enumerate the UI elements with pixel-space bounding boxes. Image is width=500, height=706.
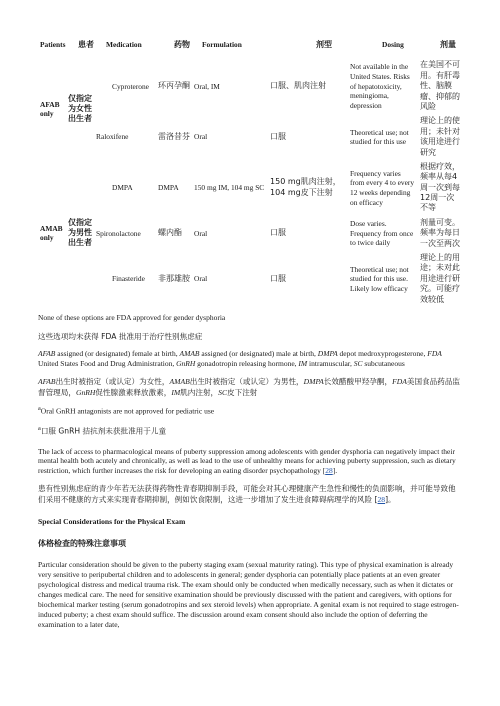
formulation-zh: 口服	[270, 131, 287, 141]
paragraph-puberty-suppression: The lack of access to pharmacological means of puberty suppression among adolescents with gender dysphoria can negatively impact their mental health both acutely and chronically, as well as lead to the use of unhealthy means for achieving puberty suppression, such as dietary restriction, which further increases the risk for developing an eating disorder psychopathology [28].	[38, 446, 456, 476]
formulation-zh: 口服	[270, 273, 287, 283]
med-name-zh: DMPA	[158, 183, 179, 193]
med-name: Spironolactone	[96, 228, 141, 238]
header-dosing: Dosing 剂量	[382, 40, 457, 50]
abbreviations-zh: AFAB出生时被指定（或认定）为女性，AMAB出生时被指定（或认定）为男性，DMPA长效醋酸甲羟孕酮，FDA美国食品药品监督管理局，GnRH促性腺激素释放激素，IM肌内注射，SC皮下注射	[38, 376, 461, 397]
med-name-zh: 螺内酯	[158, 228, 183, 238]
med-name: Raloxifene	[96, 132, 129, 142]
dosing-zh: 理论上的使用；未针对该用途进行研究	[420, 116, 461, 157]
med-name: Finasteride	[112, 274, 145, 284]
formulation: Oral	[194, 274, 208, 284]
formulation: 150 mg IM, 104 mg SC	[194, 183, 265, 193]
med-name-zh: 非那雄胺	[158, 273, 191, 283]
group-amab: AMAB only	[40, 223, 63, 243]
formulation: Oral, IM	[194, 81, 220, 91]
footnote-a-zh: $^a$口服 GnRH 拮抗剂未获批准用于儿童	[38, 425, 167, 436]
med-name: DMPA	[112, 183, 133, 193]
dosing-zh: 理论上的用途；未对此用途进行研究。可能疗效较低	[420, 253, 461, 304]
dosing-zh: 根据疗效，频率从每4周一次到每12周一次不等	[420, 161, 461, 213]
formulation-zh: 150 mg肌肉注射，104 mg皮下注射	[270, 177, 341, 197]
table-row	[38, 58, 462, 114]
dosing-zh: 剂量可变。频率为每日一次至两次	[420, 217, 461, 248]
formulation: Oral	[194, 228, 208, 238]
footnote-a: $^a$Oral GnRH antagonists are not approved for pediatric use	[38, 404, 215, 416]
reference-link-28[interactable]: 28	[325, 466, 333, 476]
table-header-row	[38, 38, 462, 58]
header-patients: Patients 患者	[40, 40, 95, 50]
section-heading-zh: 体格检查的特殊注意事项	[38, 539, 126, 549]
table-row	[38, 216, 462, 251]
dosing: Not available in the United States. Risks of hepatotoxicity, meningioma, depression	[350, 62, 410, 110]
group-amab-zh: 仅指定为男性出生者	[68, 218, 92, 248]
reference-link-28-zh[interactable]: 28	[377, 495, 386, 505]
table-row	[38, 114, 462, 160]
header-medication: Medication 药物	[106, 40, 191, 50]
group-afab: AFAB only	[40, 99, 60, 119]
med-name-zh: 环丙孕酮	[158, 81, 191, 91]
document-page	[38, 38, 462, 629]
medication-table	[38, 38, 462, 307]
note-not-fda-approved-zh: 这些选项均未获得 FDA 批准用于治疗性别焦虑症	[38, 331, 203, 341]
dosing: Theoretical use; not studied for this use	[350, 127, 409, 147]
header-formulation: Formulation 剂型	[202, 40, 333, 50]
dosing: Frequency varies from every 4 to every 12 weeks depending on efficacy	[350, 168, 415, 207]
table-row	[38, 160, 462, 216]
table-row	[38, 251, 462, 307]
paragraph-puberty-suppression-zh: 患有性别焦虑症的青少年若无法获得药物性青春期抑制手段，可能会对其心理健康产生急性和慢性的负面影响，并可能导致他们采用不健康的方式来实现青春期抑制，例如饮食限制，这进一步增加了发生进食障碍病理学的风险 [28]。	[38, 484, 456, 505]
dosing-zh: 在美国不可用。有肝毒性、脑膜瘤、抑郁的风险	[420, 60, 461, 111]
section-heading: Special Considerations for the Physical Exam	[38, 517, 186, 527]
note-not-fda-approved: None of these options are FDA approved for gender dysphoria	[38, 312, 226, 322]
med-name-zh: 雷洛昔芬	[158, 131, 191, 141]
formulation-zh: 口服	[270, 228, 287, 238]
med-name: Cyproterone	[112, 81, 149, 91]
dosing: Theoretical use; not studied for this use. Likely low efficacy	[350, 264, 409, 293]
formulation-zh: 口服、肌肉注射	[270, 81, 327, 91]
paragraph-physical-exam: Particular consideration should be given to the puberty staging exam (sexual maturity rating). This type of physical examination is already very sensitive to peripubertal children and to adolescents in general; gender dysphoria can potentially place patients at an even greater psychological distress and medical trauma risk. The exam should only be conducted when medically necessary, such as when it dictates or changes medical care. The need for sensitive examination should be previously discussed with the patient and caregivers, with options for biochemical marker testing (serum gonadotropins and sex steroid levels) when appropriate. A genital exam is not required to stage estrogen-induced puberty; a chest exam should suffice. The discussion around exam consent should also include the option of deferring the examination to a later date,	[38, 560, 459, 629]
group-afab-zh: 仅指定为女性出生者	[68, 94, 92, 124]
dosing: Dose varies. Frequency from once to twice daily	[350, 219, 414, 248]
formulation: Oral	[194, 132, 208, 142]
abbreviations: AFAB assigned (or designated) female at birth, AMAB assigned (or designated) male at birth, DMPA depot medroxyprogesterone, FDA United States Food and Drug Administration, GnRH gonadotropin releasing hormone, IM intramuscular, SC subcutaneous	[38, 348, 442, 368]
